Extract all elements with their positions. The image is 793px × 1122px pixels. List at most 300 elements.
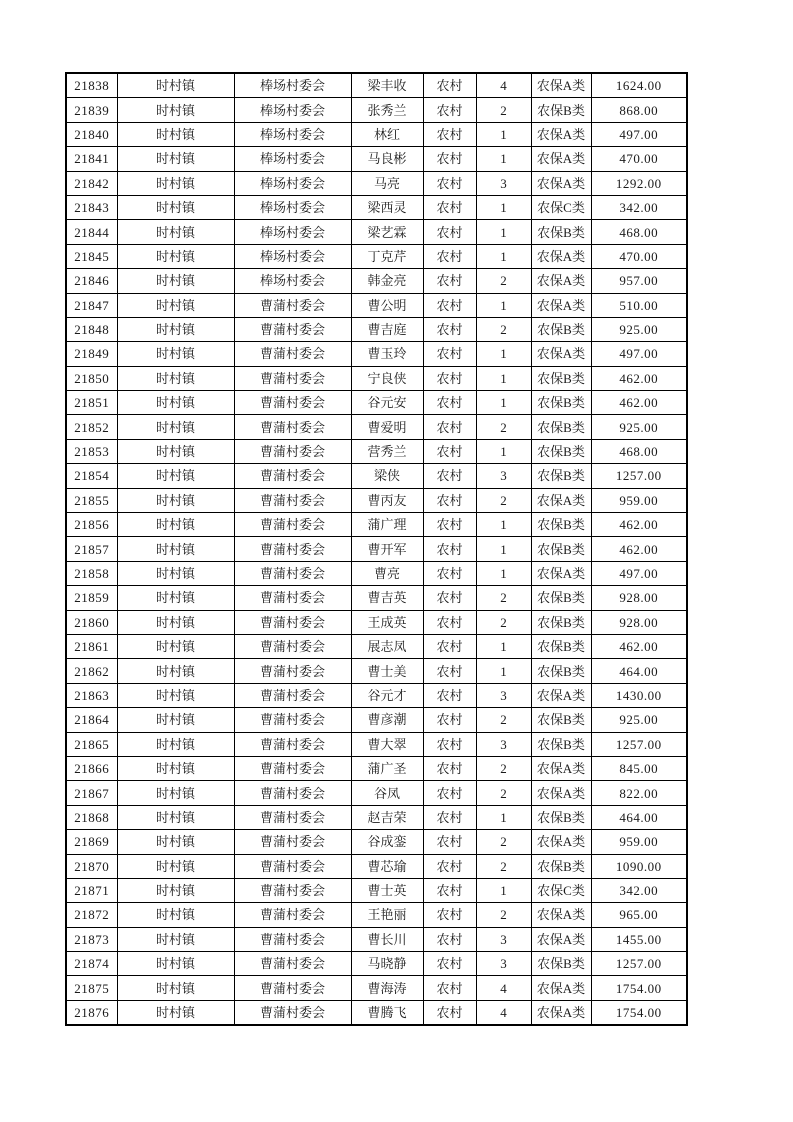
cell-town: 时村镇	[117, 171, 234, 195]
cell-village: 曹蒲村委会	[234, 586, 351, 610]
cell-town: 时村镇	[117, 439, 234, 463]
table-row	[66, 366, 687, 390]
table-row	[66, 317, 687, 341]
table-row	[66, 464, 687, 488]
cell-residence: 农村	[423, 220, 476, 244]
cell-town: 时村镇	[117, 708, 234, 732]
cell-amount: 497.00	[591, 342, 687, 366]
cell-count: 3	[476, 464, 531, 488]
cell-residence: 农村	[423, 1000, 476, 1025]
table-row	[66, 293, 687, 317]
cell-person: 马亮	[351, 171, 423, 195]
cell-count: 2	[476, 98, 531, 122]
cell-village: 曹蒲村委会	[234, 854, 351, 878]
cell-town: 时村镇	[117, 537, 234, 561]
cell-id: 21867	[66, 781, 117, 805]
cell-amount: 957.00	[591, 269, 687, 293]
cell-town: 时村镇	[117, 732, 234, 756]
cell-amount: 464.00	[591, 805, 687, 829]
cell-residence: 农村	[423, 171, 476, 195]
cell-residence: 农村	[423, 513, 476, 537]
cell-amount: 470.00	[591, 244, 687, 268]
cell-count: 2	[476, 756, 531, 780]
cell-id: 21849	[66, 342, 117, 366]
cell-id: 21850	[66, 366, 117, 390]
cell-id: 21848	[66, 317, 117, 341]
cell-amount: 497.00	[591, 561, 687, 585]
cell-person: 马良彬	[351, 147, 423, 171]
cell-count: 4	[476, 1000, 531, 1025]
cell-id: 21863	[66, 683, 117, 707]
cell-category: 农保A类	[531, 927, 591, 951]
cell-id: 21841	[66, 147, 117, 171]
cell-village: 曹蒲村委会	[234, 927, 351, 951]
cell-town: 时村镇	[117, 878, 234, 902]
cell-count: 2	[476, 610, 531, 634]
cell-category: 农保B类	[531, 366, 591, 390]
cell-person: 曹亮	[351, 561, 423, 585]
cell-amount: 925.00	[591, 317, 687, 341]
cell-count: 3	[476, 732, 531, 756]
cell-category: 农保B类	[531, 805, 591, 829]
table-row	[66, 683, 687, 707]
cell-residence: 农村	[423, 488, 476, 512]
cell-count: 3	[476, 683, 531, 707]
cell-amount: 468.00	[591, 439, 687, 463]
cell-residence: 农村	[423, 659, 476, 683]
table-row	[66, 830, 687, 854]
table-row	[66, 732, 687, 756]
cell-town: 时村镇	[117, 73, 234, 98]
cell-count: 1	[476, 513, 531, 537]
cell-category: 农保A类	[531, 903, 591, 927]
cell-village: 曹蒲村委会	[234, 976, 351, 1000]
cell-person: 蒲广圣	[351, 756, 423, 780]
cell-category: 农保A类	[531, 756, 591, 780]
cell-town: 时村镇	[117, 391, 234, 415]
cell-count: 1	[476, 659, 531, 683]
cell-village: 曹蒲村委会	[234, 830, 351, 854]
cell-id: 21876	[66, 1000, 117, 1025]
table-row	[66, 391, 687, 415]
cell-category: 农保A类	[531, 269, 591, 293]
table-row	[66, 195, 687, 219]
cell-category: 农保B类	[531, 391, 591, 415]
cell-town: 时村镇	[117, 756, 234, 780]
cell-count: 1	[476, 342, 531, 366]
cell-count: 4	[476, 73, 531, 98]
cell-category: 农保B类	[531, 98, 591, 122]
cell-residence: 农村	[423, 610, 476, 634]
cell-count: 2	[476, 781, 531, 805]
cell-count: 1	[476, 293, 531, 317]
cell-amount: 464.00	[591, 659, 687, 683]
cell-id: 21872	[66, 903, 117, 927]
cell-person: 营秀兰	[351, 439, 423, 463]
cell-residence: 农村	[423, 366, 476, 390]
cell-residence: 农村	[423, 756, 476, 780]
cell-id: 21851	[66, 391, 117, 415]
cell-id: 21859	[66, 586, 117, 610]
cell-person: 曹吉英	[351, 586, 423, 610]
cell-amount: 510.00	[591, 293, 687, 317]
table-row	[66, 634, 687, 658]
cell-id: 21865	[66, 732, 117, 756]
cell-village: 曹蒲村委会	[234, 903, 351, 927]
cell-person: 林红	[351, 122, 423, 146]
table-row	[66, 537, 687, 561]
table-row	[66, 927, 687, 951]
cell-count: 1	[476, 244, 531, 268]
cell-person: 谷元才	[351, 683, 423, 707]
cell-residence: 农村	[423, 244, 476, 268]
cell-id: 21864	[66, 708, 117, 732]
cell-residence: 农村	[423, 269, 476, 293]
cell-person: 马晓静	[351, 952, 423, 976]
cell-count: 2	[476, 586, 531, 610]
cell-count: 1	[476, 366, 531, 390]
cell-category: 农保B类	[531, 464, 591, 488]
cell-town: 时村镇	[117, 317, 234, 341]
cell-village: 曹蒲村委会	[234, 756, 351, 780]
cell-residence: 农村	[423, 73, 476, 98]
cell-category: 农保A类	[531, 1000, 591, 1025]
cell-category: 农保B类	[531, 952, 591, 976]
cell-amount: 462.00	[591, 513, 687, 537]
cell-residence: 农村	[423, 98, 476, 122]
cell-category: 农保B类	[531, 610, 591, 634]
cell-person: 丁克芹	[351, 244, 423, 268]
cell-id: 21869	[66, 830, 117, 854]
cell-amount: 1754.00	[591, 976, 687, 1000]
cell-village: 曹蒲村委会	[234, 561, 351, 585]
cell-person: 韩金亮	[351, 269, 423, 293]
cell-id: 21854	[66, 464, 117, 488]
cell-person: 梁西灵	[351, 195, 423, 219]
cell-town: 时村镇	[117, 220, 234, 244]
cell-residence: 农村	[423, 805, 476, 829]
cell-category: 农保B类	[531, 439, 591, 463]
table-row	[66, 952, 687, 976]
cell-amount: 925.00	[591, 708, 687, 732]
cell-count: 2	[476, 830, 531, 854]
cell-residence: 农村	[423, 342, 476, 366]
table-row	[66, 488, 687, 512]
cell-category: 农保A类	[531, 781, 591, 805]
cell-count: 2	[476, 903, 531, 927]
cell-person: 曹士英	[351, 878, 423, 902]
cell-amount: 462.00	[591, 366, 687, 390]
cell-count: 2	[476, 269, 531, 293]
table-row	[66, 805, 687, 829]
cell-village: 曹蒲村委会	[234, 659, 351, 683]
cell-residence: 农村	[423, 147, 476, 171]
cell-amount: 1257.00	[591, 952, 687, 976]
cell-id: 21847	[66, 293, 117, 317]
cell-town: 时村镇	[117, 781, 234, 805]
cell-village: 棒场村委会	[234, 195, 351, 219]
cell-village: 曹蒲村委会	[234, 439, 351, 463]
cell-category: 农保A类	[531, 976, 591, 1000]
cell-count: 1	[476, 561, 531, 585]
cell-person: 曹吉庭	[351, 317, 423, 341]
cell-residence: 农村	[423, 952, 476, 976]
cell-amount: 1455.00	[591, 927, 687, 951]
cell-count: 1	[476, 537, 531, 561]
cell-village: 曹蒲村委会	[234, 488, 351, 512]
cell-count: 4	[476, 976, 531, 1000]
cell-category: 农保A类	[531, 171, 591, 195]
table-row	[66, 903, 687, 927]
cell-residence: 农村	[423, 903, 476, 927]
cell-amount: 868.00	[591, 98, 687, 122]
cell-residence: 农村	[423, 732, 476, 756]
cell-residence: 农村	[423, 634, 476, 658]
table-row	[66, 781, 687, 805]
cell-residence: 农村	[423, 439, 476, 463]
cell-id: 21858	[66, 561, 117, 585]
cell-category: 农保A类	[531, 830, 591, 854]
cell-category: 农保A类	[531, 244, 591, 268]
cell-town: 时村镇	[117, 1000, 234, 1025]
cell-amount: 462.00	[591, 537, 687, 561]
cell-town: 时村镇	[117, 147, 234, 171]
table-row	[66, 220, 687, 244]
cell-village: 曹蒲村委会	[234, 342, 351, 366]
cell-person: 曹彦潮	[351, 708, 423, 732]
cell-category: 农保A类	[531, 122, 591, 146]
cell-town: 时村镇	[117, 586, 234, 610]
cell-amount: 965.00	[591, 903, 687, 927]
cell-category: 农保B类	[531, 220, 591, 244]
cell-village: 曹蒲村委会	[234, 366, 351, 390]
cell-id: 21866	[66, 756, 117, 780]
cell-residence: 农村	[423, 317, 476, 341]
cell-town: 时村镇	[117, 927, 234, 951]
cell-count: 1	[476, 634, 531, 658]
cell-village: 曹蒲村委会	[234, 464, 351, 488]
cell-id: 21842	[66, 171, 117, 195]
cell-town: 时村镇	[117, 610, 234, 634]
cell-id: 21843	[66, 195, 117, 219]
cell-village: 曹蒲村委会	[234, 781, 351, 805]
table-row	[66, 513, 687, 537]
table-row	[66, 342, 687, 366]
cell-town: 时村镇	[117, 903, 234, 927]
cell-town: 时村镇	[117, 122, 234, 146]
cell-town: 时村镇	[117, 293, 234, 317]
cell-amount: 470.00	[591, 147, 687, 171]
cell-category: 农保C类	[531, 195, 591, 219]
cell-person: 曹海涛	[351, 976, 423, 1000]
cell-person: 王艳丽	[351, 903, 423, 927]
cell-category: 农保B类	[531, 586, 591, 610]
cell-residence: 农村	[423, 122, 476, 146]
cell-count: 2	[476, 708, 531, 732]
cell-village: 棒场村委会	[234, 244, 351, 268]
cell-residence: 农村	[423, 683, 476, 707]
cell-person: 曹开军	[351, 537, 423, 561]
cell-town: 时村镇	[117, 634, 234, 658]
cell-town: 时村镇	[117, 952, 234, 976]
cell-town: 时村镇	[117, 854, 234, 878]
cell-person: 曹长川	[351, 927, 423, 951]
cell-residence: 农村	[423, 781, 476, 805]
cell-category: 农保A类	[531, 73, 591, 98]
cell-count: 1	[476, 878, 531, 902]
cell-amount: 1430.00	[591, 683, 687, 707]
cell-count: 1	[476, 147, 531, 171]
cell-category: 农保B类	[531, 854, 591, 878]
cell-person: 赵吉荣	[351, 805, 423, 829]
cell-id: 21855	[66, 488, 117, 512]
table-row	[66, 171, 687, 195]
cell-id: 21861	[66, 634, 117, 658]
cell-amount: 1624.00	[591, 73, 687, 98]
cell-category: 农保B类	[531, 732, 591, 756]
cell-amount: 462.00	[591, 391, 687, 415]
cell-village: 棒场村委会	[234, 73, 351, 98]
cell-town: 时村镇	[117, 415, 234, 439]
table-row	[66, 976, 687, 1000]
cell-amount: 959.00	[591, 488, 687, 512]
cell-category: 农保B类	[531, 415, 591, 439]
cell-id: 21875	[66, 976, 117, 1000]
cell-amount: 1754.00	[591, 1000, 687, 1025]
cell-village: 棒场村委会	[234, 147, 351, 171]
cell-village: 曹蒲村委会	[234, 952, 351, 976]
cell-amount: 497.00	[591, 122, 687, 146]
table-row	[66, 122, 687, 146]
cell-person: 张秀兰	[351, 98, 423, 122]
cell-village: 曹蒲村委会	[234, 708, 351, 732]
cell-count: 3	[476, 927, 531, 951]
cell-amount: 845.00	[591, 756, 687, 780]
table-row	[66, 708, 687, 732]
table-row	[66, 415, 687, 439]
cell-residence: 农村	[423, 976, 476, 1000]
cell-village: 曹蒲村委会	[234, 634, 351, 658]
cell-id: 21853	[66, 439, 117, 463]
cell-village: 曹蒲村委会	[234, 878, 351, 902]
cell-residence: 农村	[423, 464, 476, 488]
cell-count: 3	[476, 171, 531, 195]
cell-town: 时村镇	[117, 244, 234, 268]
cell-category: 农保A类	[531, 683, 591, 707]
cell-amount: 822.00	[591, 781, 687, 805]
table-row	[66, 269, 687, 293]
cell-town: 时村镇	[117, 830, 234, 854]
cell-person: 谷成銮	[351, 830, 423, 854]
cell-town: 时村镇	[117, 488, 234, 512]
cell-residence: 农村	[423, 854, 476, 878]
cell-person: 谷元安	[351, 391, 423, 415]
cell-residence: 农村	[423, 830, 476, 854]
cell-person: 宁良侠	[351, 366, 423, 390]
cell-category: 农保A类	[531, 561, 591, 585]
cell-amount: 1090.00	[591, 854, 687, 878]
cell-residence: 农村	[423, 415, 476, 439]
table-row	[66, 98, 687, 122]
table-row	[66, 659, 687, 683]
cell-town: 时村镇	[117, 805, 234, 829]
cell-category: 农保B类	[531, 659, 591, 683]
cell-town: 时村镇	[117, 976, 234, 1000]
table-row	[66, 854, 687, 878]
cell-count: 3	[476, 952, 531, 976]
table-row	[66, 244, 687, 268]
cell-town: 时村镇	[117, 269, 234, 293]
cell-person: 曹大翠	[351, 732, 423, 756]
cell-category: 农保A类	[531, 147, 591, 171]
cell-amount: 928.00	[591, 610, 687, 634]
cell-village: 棒场村委会	[234, 122, 351, 146]
cell-amount: 1257.00	[591, 464, 687, 488]
cell-id: 21862	[66, 659, 117, 683]
cell-count: 1	[476, 391, 531, 415]
cell-person: 曹爱明	[351, 415, 423, 439]
cell-residence: 农村	[423, 927, 476, 951]
cell-town: 时村镇	[117, 195, 234, 219]
cell-id: 21844	[66, 220, 117, 244]
cell-person: 曹丙友	[351, 488, 423, 512]
cell-person: 王成英	[351, 610, 423, 634]
table-row	[66, 439, 687, 463]
cell-town: 时村镇	[117, 683, 234, 707]
cell-town: 时村镇	[117, 464, 234, 488]
cell-amount: 928.00	[591, 586, 687, 610]
cell-id: 21852	[66, 415, 117, 439]
cell-person: 蒲广理	[351, 513, 423, 537]
cell-category: 农保C类	[531, 878, 591, 902]
cell-village: 曹蒲村委会	[234, 415, 351, 439]
cell-count: 2	[476, 854, 531, 878]
cell-residence: 农村	[423, 195, 476, 219]
cell-person: 曹玉玲	[351, 342, 423, 366]
cell-amount: 959.00	[591, 830, 687, 854]
cell-town: 时村镇	[117, 513, 234, 537]
cell-id: 21857	[66, 537, 117, 561]
cell-count: 1	[476, 220, 531, 244]
table-row	[66, 756, 687, 780]
cell-id: 21838	[66, 73, 117, 98]
cell-amount: 342.00	[591, 878, 687, 902]
cell-id: 21868	[66, 805, 117, 829]
cell-village: 曹蒲村委会	[234, 293, 351, 317]
cell-town: 时村镇	[117, 659, 234, 683]
cell-person: 谷凤	[351, 781, 423, 805]
cell-id: 21860	[66, 610, 117, 634]
table-row	[66, 586, 687, 610]
cell-residence: 农村	[423, 537, 476, 561]
benefits-roster-table	[65, 72, 688, 1026]
cell-residence: 农村	[423, 391, 476, 415]
cell-count: 1	[476, 122, 531, 146]
cell-category: 农保B类	[531, 634, 591, 658]
cell-person: 曹公明	[351, 293, 423, 317]
cell-count: 2	[476, 488, 531, 512]
cell-amount: 462.00	[591, 634, 687, 658]
cell-id: 21870	[66, 854, 117, 878]
cell-village: 曹蒲村委会	[234, 391, 351, 415]
cell-count: 1	[476, 439, 531, 463]
cell-village: 曹蒲村委会	[234, 1000, 351, 1025]
cell-id: 21856	[66, 513, 117, 537]
cell-residence: 农村	[423, 878, 476, 902]
cell-category: 农保A类	[531, 293, 591, 317]
table-body	[66, 73, 687, 1025]
cell-id: 21873	[66, 927, 117, 951]
